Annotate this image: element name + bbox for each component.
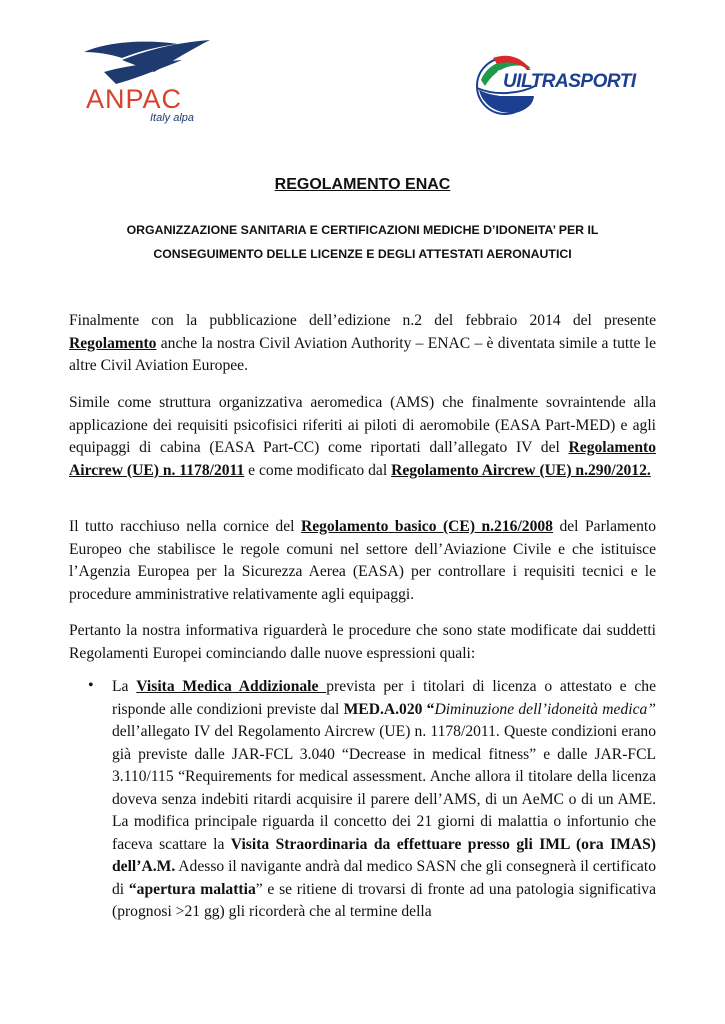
paragraph-3: [69, 516, 656, 606]
bullet-text-a: La: [112, 678, 137, 695]
regolamento-link[interactable]: Regolamento: [69, 334, 157, 352]
uiltrasporti-logo: [475, 50, 645, 120]
bullet-marker: •: [88, 677, 94, 694]
bullet-text-b: prevista per i titolari di licenza o attestato e che risponde alle condizioni previste dal: [112, 678, 656, 718]
paragraph-2: [69, 392, 656, 482]
bullet-paragraph: [112, 676, 656, 924]
subtitle-line-2: CONSEGUIMENTO DELLE LICENZE E DEGLI ATTESTATI AERONAUTICI: [153, 247, 572, 261]
paragraph-3-text-b: del Parlamento Europeo che stabilisce le regole comuni nel settore dell’Aviazione Civile e che istituisce l’Agenzia Europea per la Sicurezza Aerea (EASA) per controllare i requisiti tecnici e le procedure amministrative relativamente agli equipaggi.: [69, 518, 656, 603]
document-subtitle: [90, 218, 635, 266]
document-title: REGOLAMENTO ENAC: [274, 176, 451, 193]
anpac-tagline: Italy alpa: [150, 112, 195, 124]
paragraph-2-text-b: e come modificato dal: [244, 461, 392, 479]
bullet-text-c: dell’allegato IV del Regolamento Aircrew (UE) n. 1178/2011. Queste condizioni erano già previste dalle JAR-FCL 3.040 “Decrease in medical fitness” e dalle JAR-FCL 3.110/115 “Requirements for medical assessment. Anche allora il titolare della licenza doveva senza indebiti ritardi acquisire il parere dell’AMS, di un AeMC o di un AME. La modifica principale riguarda il concetto dei 21 giorni di malattia o infortunio che faceva scattare la: [112, 723, 656, 853]
paragraph-4: Pertanto la nostra informativa riguarderà le procedure che sono state modificate dai suddetti Regolamenti Europei cominciando dalle nuove espressioni quali:: [69, 622, 656, 662]
paragraph-2-text-a: Simile come struttura organizzativa aeromedica (AMS) che finalmente sovraintende alla applicazione dei requisiti psicofisici riferiti ai piloti di aeromobile (EASA Part-MED) e agli equipaggi di cabina (EASA Part-CC) come riportati dall’allegato IV del: [69, 394, 656, 456]
diminuzione-italic: Diminuzione dell’idoneità medica”: [434, 700, 656, 718]
paragraph-1-text-b: anche la nostra Civil Aviation Authority – ENAC – è diventata simile a tutte le altre Civil Aviation Europee.: [69, 334, 656, 374]
visita-medica-link[interactable]: Visita Medica Addizionale: [136, 678, 327, 695]
paragraph-1-text-a: Finalmente con la pubblicazione dell’edizione n.2 del febbraio 2014 del presente: [69, 312, 656, 329]
anpac-wordmark: ANPAC: [86, 84, 183, 114]
regolamento-216-link[interactable]: Regolamento basico (CE) n.216/2008: [300, 518, 553, 535]
bullet-text-d: Adesso il navigante andrà dal medico SASN che gli consegnerà il certificato di: [112, 858, 656, 898]
subtitle-line-1: ORGANIZZAZIONE SANITARIA E CERTIFICAZIONI MEDICHE D’IDONEITA’ PER IL: [126, 223, 599, 237]
paragraph-3-text-a: Il tutto racchiuso nella cornice del: [69, 518, 301, 535]
visita-straordinaria-bold: Visita Straordinaria da effettuare presso gli IML (ora IMAS) dell’A.M.: [112, 835, 656, 875]
paragraph-1: [69, 310, 656, 378]
uil-wordmark: UILTRASPORTI: [503, 71, 636, 92]
anpac-logo: [82, 38, 212, 130]
med-ref: MED.A.020: [343, 700, 423, 718]
bullet-text-e: ” e se ritiene di trovarsi di fronte ad una patologia significativa (prognosi >21 gg) gli ricorderà che al termine della: [112, 880, 657, 920]
apertura-malattia-bold: “apertura malattia: [128, 880, 256, 898]
anpac-plane-icon: [82, 38, 212, 88]
regolamento-1178-link[interactable]: Regolamento Aircrew (UE) n. 1178/2011: [69, 439, 656, 479]
open-quote: “: [426, 700, 435, 718]
regolamento-290-link[interactable]: Regolamento Aircrew (UE) n.290/2012.: [391, 461, 651, 479]
